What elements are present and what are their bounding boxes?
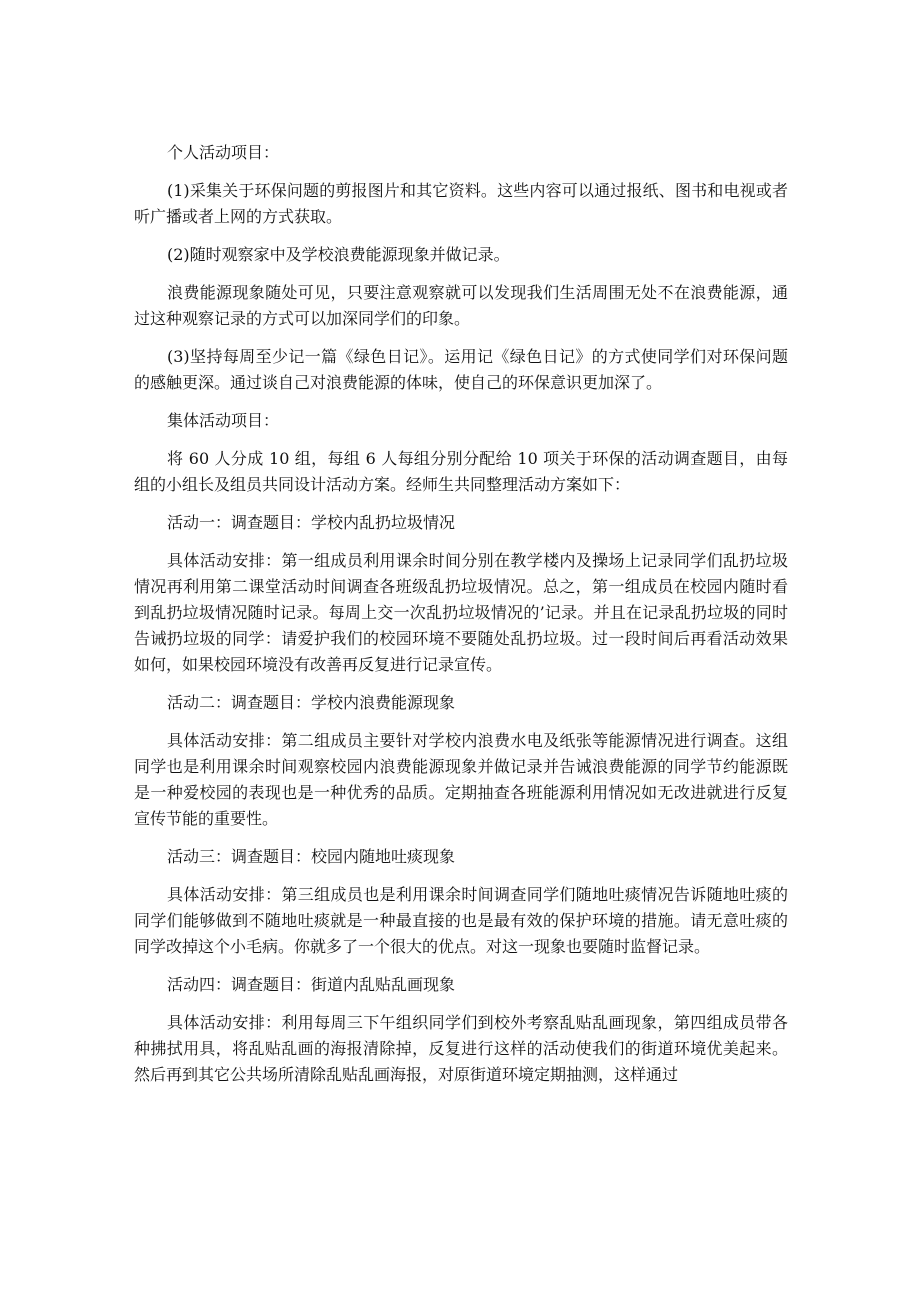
paragraph-waste-energy: 浪费能源现象随处可见，只要注意观察就可以发现我们生活周围无处不在浪费能源，通过这种观察记录的方式可以加深同学们的印象。 — [134, 283, 788, 328]
heading-activity-4: 活动四：调查题目：街道内乱贴乱画现象 — [167, 975, 456, 994]
paragraph-item-2: (2)随时观察家中及学校浪费能源现象并做记录。 — [167, 245, 510, 264]
document-body — [134, 140, 788, 1100]
heading-activity-3: 活动三：调查题目：校园内随地吐痰现象 — [167, 847, 456, 866]
heading-activity-1: 活动一：调查题目：学校内乱扔垃圾情况 — [167, 513, 456, 532]
paragraph-item-1: (1)采集关于环保问题的剪报图片和其它资料。这些内容可以通过报纸、图书和电视或者听广播或者上网的方式获取。 — [134, 181, 788, 226]
paragraph-activity-2: 具体活动安排：第二组成员主要针对学校内浪费水电及纸张等能源情况进行调查。这组同学也是利用课余时间观察校园内浪费能源现象并做记录并告诫浪费能源的同学节约能源既是一种爱校园的表现也是一种优秀的品质。定期抽查各班能源利用情况如无改进就进行反复宣传节能的重要性。 — [134, 731, 788, 828]
paragraph-activity-3: 具体活动安排：第三组成员也是利用课余时间调查同学们随地吐痰情况告诉随地吐痰的同学们能够做到不随地吐痰就是一种最直接的也是最有效的保护环境的措施。请无意吐痰的同学改掉这个小毛病。你就多了一个很大的优点。对这一现象也要随时监督记录。 — [134, 885, 788, 956]
heading-individual-activities: 个人活动项目： — [167, 143, 280, 162]
paragraph-activity-4: 具体活动安排：利用每周三下午组织同学们到校外考察乱贴乱画现象，第四组成员带各种拂拭用具，将乱贴乱画的海报清除掉，反复进行这样的活动使我们的街道环境优美起来。然后再到其它公共场所清除乱贴乱画海报，对原街道环境定期抽测，这样通过 — [134, 1013, 788, 1084]
heading-activity-2: 活动二：调查题目：学校内浪费能源现象 — [167, 693, 456, 712]
paragraph-item-3: (3)坚持每周至少记一篇《绿色日记》。运用记《绿色日记》的方式使同学们对环保问题的感触更深。通过谈自己对浪费能源的体味，使自己的环保意识更加深了。 — [134, 347, 788, 392]
paragraph-activity-1: 具体活动安排：第一组成员利用课余时间分别在教学楼内及操场上记录同学们乱扔垃圾情况再利用第二课堂活动时间调查各班级乱扔垃圾情况。总之，第一组成员在校园内随时看到乱扔垃圾情况随时记录。每周上交一次乱扔垃圾情况的’记录。并且在记录乱扔垃圾的同时告诫扔垃圾的同学：请爱护我们的校园环境不要随处乱扔垃圾。过一段时间后再看活动效果如何，如果校园环境没有改善再反复进行记录宣传。 — [134, 551, 788, 674]
heading-group-activities: 集体活动项目： — [167, 411, 280, 430]
paragraph-group-plan: 将 60 人分成 10 组，每组 6 人每组分别分配给 10 项关于环保的活动调查题目，由每组的小组长及组员共同设计活动方案。经师生共同整理活动方案如下： — [134, 449, 788, 494]
